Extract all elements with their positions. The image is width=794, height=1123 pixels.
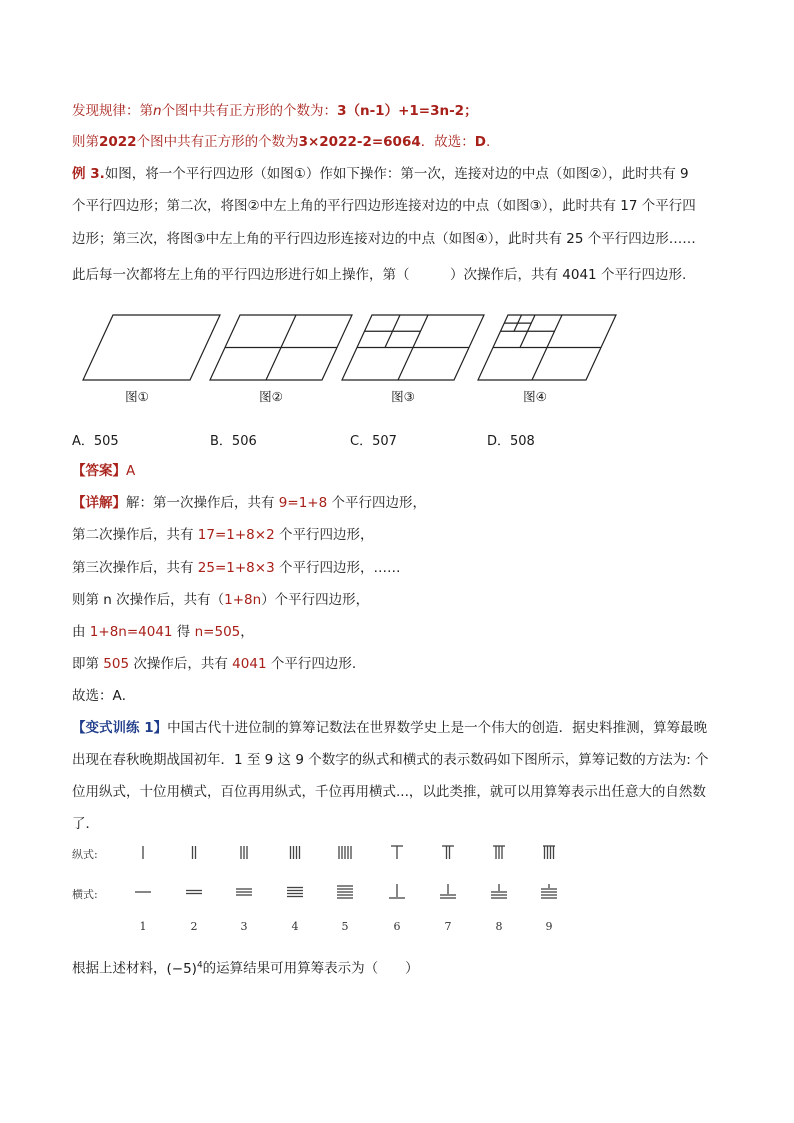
- figure-3-sub-v: [385, 315, 400, 348]
- detail-line1: [72, 493, 426, 513]
- horizontal-form-label: 横式:: [72, 888, 98, 901]
- conclusion-mid: 个图中共有正方形的个数为: [136, 134, 299, 150]
- detail-line5-a: 由: [72, 624, 90, 640]
- variant-line4: 了．: [72, 816, 99, 832]
- figure-3-midline-v: [398, 315, 428, 380]
- figure-2-midline-v: [266, 315, 296, 380]
- detail-line3-c: 个平行四边形，……: [274, 560, 401, 576]
- example3-line1: [72, 164, 689, 184]
- detail-line6-b: 505: [103, 656, 130, 672]
- conclusion-prefix: 则第: [72, 134, 99, 150]
- answer-value: A: [126, 463, 136, 479]
- detail-line2-b: 17=1+8×2: [197, 527, 275, 543]
- rod-digit-label: 7: [444, 920, 452, 933]
- question-base: (−5): [166, 960, 197, 977]
- detail-line1-c: 个平行四边形，: [327, 495, 426, 511]
- figure-3-parallelogram: [342, 315, 484, 380]
- rule-formula: 3（n-1）+1=3n-2；: [337, 103, 478, 119]
- option-c[interactable]: C．507: [350, 434, 397, 449]
- detail-line5: [72, 622, 254, 642]
- answer-label: 【答案】: [72, 463, 126, 479]
- question-line: [72, 955, 419, 979]
- option-a[interactable]: A．505: [72, 434, 119, 449]
- detail-line1-b: 9=1+8: [278, 495, 328, 511]
- detail-line3-b: 25=1+8×3: [197, 560, 275, 576]
- rod-digit-label: 9: [545, 920, 553, 933]
- figure-4-parallelogram: [478, 315, 616, 380]
- detail-line6-d: 4041: [232, 656, 267, 672]
- example3-line2: 个平行四边形；第二次，将图②中左上角的平行四边形连接对边的中点（如图③），此时共有 17 个平行四: [72, 198, 696, 214]
- figure-4-label: 图④: [523, 389, 547, 404]
- detail-line6-e: 个平行四边形.: [266, 656, 357, 672]
- vertical-form-label: 纵式:: [72, 848, 98, 861]
- conclusion-calc: 3×2022-2=6064: [298, 134, 421, 150]
- detail-line1-a: 解：第一次操作后，共有: [126, 495, 279, 511]
- figure-3-label: 图③: [391, 389, 415, 404]
- detail-line4-a: 则第 n 次操作后，共有（: [72, 592, 225, 608]
- detail-line6-a: 即第: [72, 656, 104, 672]
- example3-line4: 此后每一次都将左上角的平行四边形进行如上操作，第（ ）次操作后，共有 4041 个平行四边形.: [72, 267, 687, 283]
- detail-line4: [72, 590, 369, 610]
- detail-line5-c: 得: [172, 624, 195, 640]
- detail-line6: [72, 654, 356, 674]
- rule-line: [72, 101, 478, 121]
- example3-text1: 如图，将一个平行四边形（如图①）作如下操作：第一次，连接对边的中点（如图②），此时共有 9: [104, 166, 689, 182]
- rule-mid: 个图中共有正方形的个数为：: [161, 103, 338, 119]
- figure-2-parallelogram: [210, 315, 352, 380]
- rod-digit-label: 4: [291, 920, 299, 933]
- variant-text1: 中国古代十进位制的算筹记数法在世界数学史上是一个伟大的创造．据史料推测，算筹最晚: [167, 720, 708, 736]
- detail-line5-b: 1+8n=4041: [89, 624, 173, 640]
- figure-4-midline-v: [532, 315, 562, 380]
- detail-line4-c: ）个平行四边形，: [261, 592, 370, 608]
- figure-1-label: 图①: [125, 389, 149, 404]
- detail-line4-b: 1+8n: [224, 592, 262, 608]
- question-prefix: 根据上述材料，: [72, 960, 167, 977]
- example3-tag: 例 3.: [72, 166, 105, 182]
- question-exponent: 4: [196, 960, 203, 970]
- conclusion-tail: ．故选：: [420, 134, 475, 150]
- figure-2-label: 图②: [259, 389, 283, 404]
- detail-label: 【详解】: [72, 495, 126, 511]
- detail-line2-c: 个平行四边形，: [274, 527, 374, 543]
- detail-line5-d: n=505: [194, 624, 241, 640]
- option-b[interactable]: B．506: [210, 434, 257, 449]
- detail-line2: [72, 525, 373, 545]
- rod-digit-label: 1: [139, 920, 147, 933]
- rod-digit-label: 6: [393, 920, 401, 933]
- rule-n: n: [153, 103, 162, 119]
- conclusion-line: [72, 132, 490, 152]
- detail-line5-e: ，: [240, 624, 254, 640]
- rod-digit-label: 5: [341, 920, 349, 933]
- variant-line2: 出现在春秋晚期战国初年．1 至 9 这 9 个数字的纵式和横式的表示数码如下图所示，算筹记数的方法为: 个: [72, 752, 709, 768]
- detail-line2-a: 第二次操作后，共有: [72, 527, 198, 543]
- option-d[interactable]: D．508: [487, 434, 535, 449]
- conclusion-num: 2022: [99, 134, 137, 150]
- example3-line3: 边形；第三次，将图③中左上角的平行四边形连接对边的中点（如图④），此时共有 25 个平行四边形……: [72, 231, 696, 247]
- question-expr: [167, 961, 203, 977]
- variant-line1: [72, 718, 707, 738]
- variant-tag: 【变式训练 1】: [72, 720, 168, 736]
- conclusion-end: .: [485, 134, 491, 150]
- rule-prefix: 发现规律：第: [72, 103, 153, 119]
- rod-digit-label: 8: [495, 920, 503, 933]
- detail-line3-a: 第三次操作后，共有: [72, 560, 198, 576]
- variant-line3: 位用纵式，十位用横式，百位再用纵式，千位再用横式...，以此类推，就可以用算筹表示出任意大的自然数: [72, 784, 706, 800]
- detail-line7: 故选：A．: [72, 688, 136, 704]
- answer-line: [72, 461, 135, 481]
- conclusion-answer: D: [474, 134, 486, 150]
- figure-4-sub-v: [520, 315, 535, 348]
- detail-line6-c: 次操作后，共有: [129, 656, 233, 672]
- figure-4-subsub-v: [514, 315, 522, 331]
- figure-1-parallelogram: [83, 315, 220, 380]
- rod-digit-label: 3: [240, 920, 248, 933]
- detail-line3: [72, 558, 400, 578]
- rod-digit-label: 2: [190, 920, 198, 933]
- question-suffix: 的运算结果可用算筹表示为（ ）: [202, 960, 419, 977]
